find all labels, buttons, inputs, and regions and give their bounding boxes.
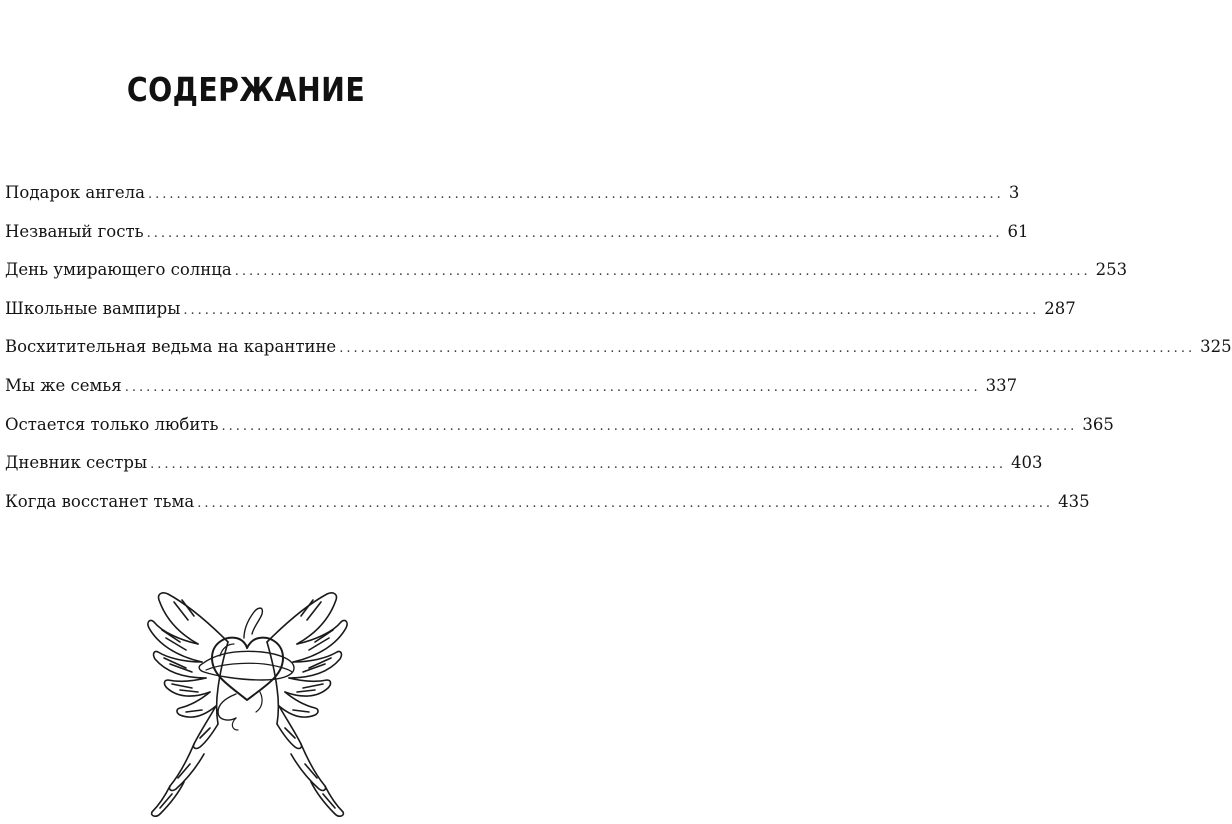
dot-leader: ........................................................................................................................ xyxy=(147,187,1004,202)
dot-leader: ........................................................................................................................ xyxy=(124,379,981,395)
toc-entry-title: Школьные вампиры xyxy=(5,298,181,318)
toc-entry-page: 403 xyxy=(1010,453,1043,473)
left-wing-icon xyxy=(148,593,228,816)
dot-leader: ........................................................................................................................ xyxy=(183,302,1040,318)
dot-leader: ........................................................................................................................ xyxy=(146,225,1003,241)
dot-leader: ........................................................................................................................ xyxy=(197,495,1054,511)
toc-entry-title: День умирающего солнца xyxy=(5,260,232,280)
toc-entry-page: 3 xyxy=(1008,183,1020,202)
toc-entry-title: Когда восстанет тьма xyxy=(5,491,195,511)
toc-entry-title: Восхитительная ведьма на карантине xyxy=(5,337,337,357)
page-title: СОДЕРЖАНИЕ xyxy=(126,70,366,109)
toc-entry-page: 325 xyxy=(1200,337,1232,357)
dot-leader: ........................................................................................................................ xyxy=(339,341,1196,357)
toc-entry[interactable] xyxy=(5,337,1232,376)
dot-leader: ........................................................................................................................ xyxy=(221,418,1078,434)
toc-entry-page: 253 xyxy=(1095,260,1128,280)
toc-entry[interactable] xyxy=(5,414,1114,454)
toc-entry[interactable] xyxy=(5,221,1029,261)
toc-entry-page: 61 xyxy=(1007,221,1029,241)
toc-entry-title: Незваный гость xyxy=(5,221,144,241)
toc-entry[interactable] xyxy=(5,375,1018,415)
dot-leader: ........................................................................................................................ xyxy=(234,264,1091,280)
winged-heart-icon xyxy=(140,572,355,820)
heart-icon xyxy=(212,638,283,700)
right-wing-icon xyxy=(267,593,347,816)
toc-entry-page: 287 xyxy=(1044,298,1076,318)
toc-entry[interactable] xyxy=(5,298,1076,338)
toc-entry-title: Остается только любить xyxy=(5,414,219,434)
toc-entry-title: Подарок ангела xyxy=(5,183,145,202)
toc-entry[interactable] xyxy=(5,491,1090,531)
dot-leader: ........................................................................................................................ xyxy=(150,457,1006,473)
toc-entry-page: 435 xyxy=(1058,491,1090,511)
toc-entry[interactable] xyxy=(5,260,1128,299)
toc-entry[interactable] xyxy=(5,453,1043,492)
toc-entry-page: 337 xyxy=(985,375,1018,395)
toc-entry-title: Мы же семья xyxy=(5,375,122,395)
toc-entry-title: Дневник сестры xyxy=(5,453,148,473)
toc-entry-page: 365 xyxy=(1082,414,1114,434)
table-of-contents xyxy=(5,183,1232,530)
toc-entry[interactable] xyxy=(5,183,1020,222)
